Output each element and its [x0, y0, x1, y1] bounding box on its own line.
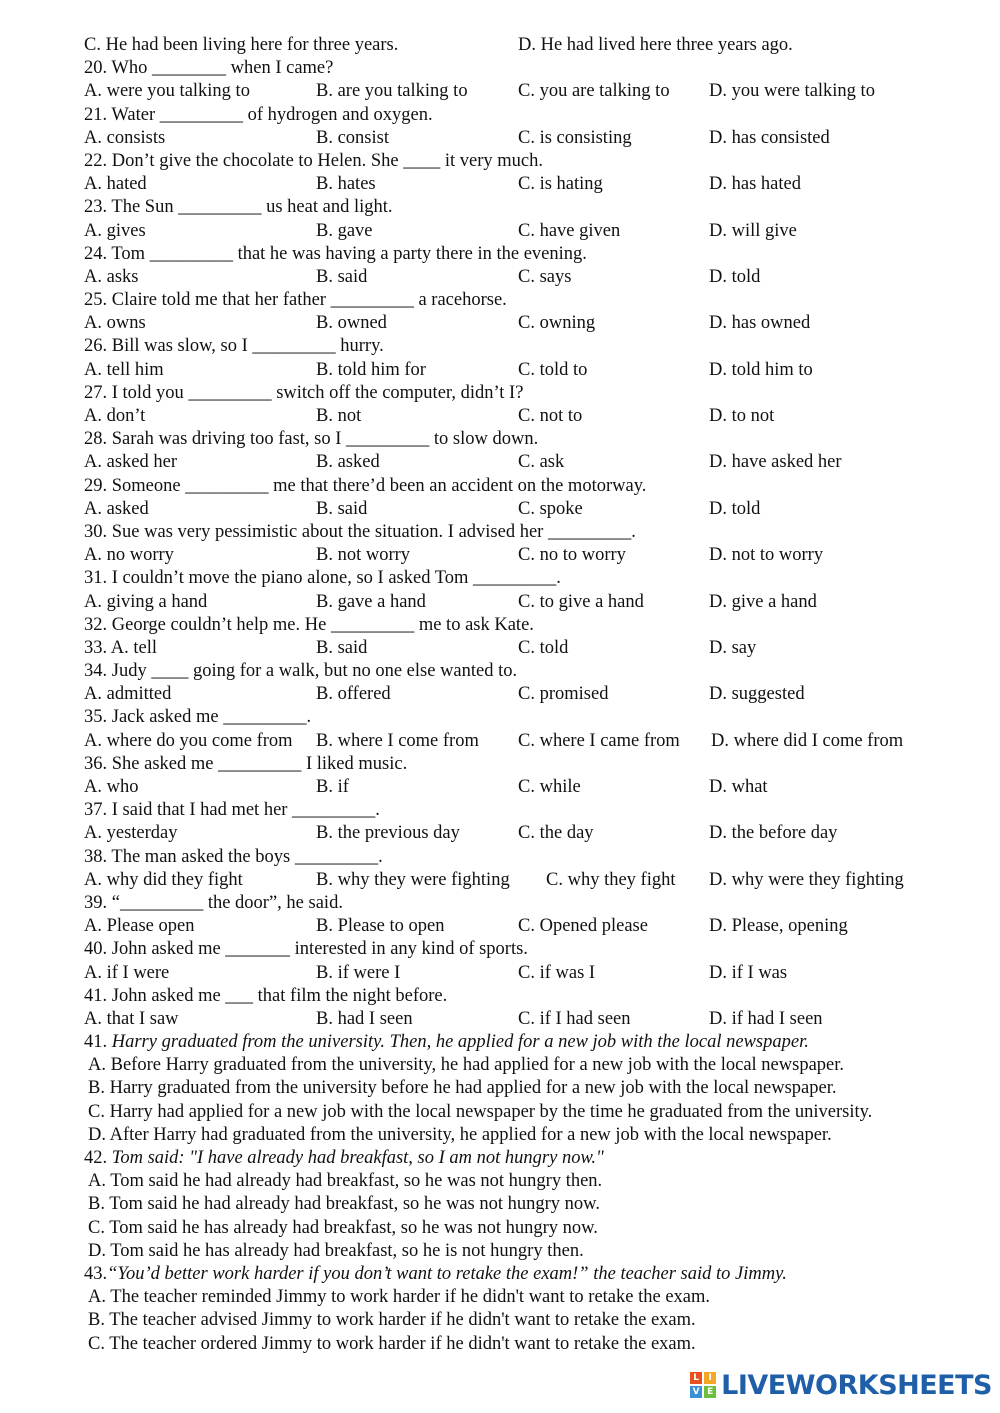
answer-option[interactable]: C. no to worry — [518, 545, 626, 566]
answer-option[interactable]: C. Harry had applied for a new job with the local newspaper by the time he graduated from the university. — [88, 1101, 873, 1122]
transform-option-row — [0, 1333, 1000, 1356]
question-stem: 37. I said that I had met her _________. — [84, 800, 380, 821]
question-stem-row — [0, 289, 1000, 312]
question-stem-row — [0, 382, 1000, 405]
answer-option[interactable]: B. had I seen — [316, 1008, 413, 1029]
question-stem: 30. Sue was very pessimistic about the situation. I advised her _________. — [84, 521, 636, 542]
answer-option[interactable]: D. has consisted — [709, 127, 830, 148]
answer-option[interactable]: B. the previous day — [316, 823, 460, 844]
prompt-text: “You’d better work harder if you don’t want to retake the exam!” the teacher said to Jimmy. — [107, 1263, 787, 1284]
logo-tile: L — [690, 1372, 702, 1384]
answer-option[interactable]: C. promised — [518, 684, 609, 705]
question-stem: 25. Claire told me that her father _________ a racehorse. — [84, 290, 507, 311]
options-row — [0, 173, 1000, 196]
answer-option[interactable]: D. if had I seen — [709, 1008, 823, 1029]
answer-option[interactable]: C. not to — [518, 406, 583, 426]
answer-option[interactable]: B. Harry graduated from the university before he had applied for a new job with the local newspaper. — [88, 1078, 837, 1099]
answer-option[interactable]: A. asked — [84, 498, 149, 519]
options-row — [0, 776, 1000, 799]
question-stem: 32. George couldn’t help me. He _________ me to ask Kate. — [84, 614, 534, 635]
answer-option[interactable]: B. hates — [316, 174, 376, 195]
answer-option[interactable]: A. were you talking to — [84, 81, 250, 102]
transform-option-row — [0, 1101, 1000, 1124]
answer-option[interactable]: C. spoke — [518, 498, 583, 519]
question-stem-row — [0, 846, 1000, 869]
answer-option[interactable]: A. why did they fight — [84, 869, 243, 890]
transform-option-row — [0, 1077, 1000, 1100]
transform-prompt-row — [0, 1031, 1000, 1054]
question-stem: 34. Judy ____ going for a walk, but no one else wanted to. — [84, 661, 518, 682]
question-stem: 38. The man asked the boys _________. — [84, 846, 383, 867]
options-row — [0, 80, 1000, 103]
logo-icon — [690, 1372, 716, 1398]
options-row — [0, 498, 1000, 521]
answer-option[interactable]: A. yesterday — [84, 823, 178, 844]
question-stem: 29. Someone _________ me that there’d been an accident on the motorway. — [84, 475, 647, 496]
answer-option[interactable]: B. gave a hand — [316, 591, 426, 612]
answer-option[interactable]: A. Before Harry graduated from the university, he had applied for a new job with the local newspaper. — [88, 1055, 845, 1076]
question-stem-row — [0, 614, 1000, 637]
question-stem: 31. I couldn’t move the piano alone, so I asked Tom _________. — [84, 568, 561, 589]
question-stem: 24. Tom _________ that he was having a party there in the evening. — [84, 243, 587, 264]
question-stem: 27. I told you _________ switch off the computer, didn’t I? — [84, 382, 524, 403]
answer-option[interactable]: B. why they were fighting — [316, 869, 510, 890]
answer-option[interactable]: D. Tom said he has already had breakfast, so he is not hungry then. — [88, 1240, 584, 1261]
answer-option[interactable]: B. not — [316, 406, 362, 426]
answer-option[interactable]: D. suggested — [709, 684, 805, 705]
transform-prompt — [84, 1263, 787, 1286]
answer-option[interactable]: C. told to — [518, 359, 588, 380]
transform-option-row — [0, 1217, 1000, 1240]
options-row — [0, 359, 1000, 382]
logo-text: LIVEWORKSHEETS — [721, 1369, 992, 1401]
answer-option[interactable]: D. has hated — [709, 174, 801, 195]
answer-option[interactable]: C. if was I — [518, 962, 596, 983]
question-stem-row — [0, 938, 1000, 961]
answer-option[interactable]: A. admitted — [84, 684, 172, 705]
options-row — [0, 34, 1000, 57]
answer-option[interactable]: B. if — [316, 777, 349, 797]
question-stem-row — [0, 57, 1000, 80]
answer-option[interactable]: D. if I was — [709, 962, 788, 983]
answer-option[interactable]: B. said — [316, 266, 368, 287]
answer-option[interactable]: D. why were they fighting — [709, 869, 904, 890]
answer-option[interactable]: C. is hating — [518, 174, 603, 195]
answer-option[interactable]: D. He had lived here three years ago. — [518, 35, 793, 55]
answer-option[interactable]: A. don’t — [84, 406, 146, 426]
question-stem: 39. “_________ the door”, he said. — [84, 892, 343, 913]
question-stem-row — [0, 335, 1000, 358]
answer-option[interactable]: D. give a hand — [709, 591, 817, 612]
answer-option[interactable]: B. owned — [316, 313, 387, 334]
answer-option[interactable]: C. He had been living here for three years. — [84, 35, 399, 55]
options-row — [0, 730, 1000, 753]
question-stem: 20. Who ________ when I came? — [84, 58, 334, 79]
answer-option[interactable]: A. owns — [84, 313, 146, 334]
answer-option[interactable]: C. owning — [518, 313, 596, 334]
answer-option[interactable]: D. Please, opening — [709, 916, 848, 937]
options-row — [0, 312, 1000, 335]
answer-option[interactable]: B. not worry — [316, 545, 411, 566]
answer-option[interactable]: C. Opened please — [518, 916, 648, 937]
question-stem: 21. Water _________ of hydrogen and oxygen. — [84, 104, 433, 125]
question-stem-row — [0, 892, 1000, 915]
question-stem-row — [0, 753, 1000, 776]
answer-option[interactable]: B. said — [316, 637, 368, 658]
options-row — [0, 127, 1000, 150]
answer-option[interactable]: C. why they fight — [546, 869, 676, 890]
options-row — [0, 266, 1000, 289]
answer-option[interactable]: B. are you talking to — [316, 81, 468, 102]
answer-option[interactable]: B. The teacher advised Jimmy to work harder if he didn't want to retake the exam. — [88, 1310, 696, 1331]
answer-option[interactable]: C. says — [518, 266, 572, 287]
options-row — [0, 822, 1000, 845]
answer-option[interactable]: A. who — [84, 777, 139, 797]
answer-option[interactable]: D. will give — [709, 220, 797, 241]
prompt-text: Tom said: "I have already had breakfast, so I am not hungry now." — [111, 1148, 604, 1168]
transform-prompt — [84, 1031, 809, 1054]
question-stem: 35. Jack asked me _________. — [84, 707, 312, 728]
answer-option[interactable]: C. you are talking to — [518, 81, 670, 102]
answer-option[interactable]: A. The teacher reminded Jimmy to work harder if he didn't want to retake the exam. — [88, 1287, 711, 1308]
answer-option[interactable]: B. consist — [316, 127, 389, 148]
logo-tile: V — [690, 1386, 702, 1398]
answer-option[interactable]: D. told him to — [709, 359, 813, 380]
answer-option[interactable]: D. what — [709, 777, 768, 797]
answer-option[interactable]: A. no worry — [84, 545, 174, 566]
question-stem-row — [0, 104, 1000, 127]
answer-option[interactable]: B. Please to open — [316, 916, 445, 937]
answer-option[interactable]: C. told — [518, 637, 569, 658]
transform-prompt — [84, 1147, 604, 1170]
answer-option[interactable]: A. asks — [84, 266, 139, 287]
answer-option[interactable]: A. consists — [84, 127, 166, 148]
answer-option[interactable]: D. have asked her — [709, 452, 842, 473]
options-row — [0, 544, 1000, 567]
question-stem-row — [0, 150, 1000, 173]
options-row — [0, 962, 1000, 985]
answer-option[interactable]: D. you were talking to — [709, 81, 875, 102]
question-stem-row — [0, 799, 1000, 822]
answer-option[interactable]: 33. A. tell — [84, 637, 157, 658]
answer-option[interactable]: C. the day — [518, 823, 594, 844]
answer-option[interactable]: D. the before day — [709, 823, 838, 844]
transform-prompt-row — [0, 1263, 1000, 1286]
question-number: 43. — [84, 1263, 108, 1284]
logo-tile: I — [704, 1372, 716, 1384]
question-stem-row — [0, 428, 1000, 451]
answer-option[interactable]: C. while — [518, 777, 581, 797]
answer-option[interactable]: A. where do you come from — [84, 730, 293, 751]
options-row — [0, 591, 1000, 614]
question-number: 41. — [84, 1032, 112, 1053]
answer-option[interactable]: B. offered — [316, 684, 391, 705]
answer-option[interactable]: D. say — [709, 637, 757, 658]
answer-option[interactable]: B. asked — [316, 452, 380, 473]
question-number: 42. — [84, 1148, 112, 1168]
answer-option[interactable]: D. where did I come from — [711, 730, 904, 751]
transform-option-row — [0, 1054, 1000, 1077]
question-stem: 40. John asked me _______ interested in any kind of sports. — [84, 939, 528, 960]
answer-option[interactable]: B. said — [316, 498, 368, 519]
transform-prompt-row — [0, 1147, 1000, 1170]
answer-option[interactable]: A. giving a hand — [84, 591, 208, 612]
answer-option[interactable]: C. have given — [518, 220, 621, 241]
worksheet-page — [0, 34, 1000, 1356]
answer-option[interactable]: A. Tom said he had already had breakfast, so he was not hungry then. — [88, 1171, 603, 1192]
answer-option[interactable]: A. hated — [84, 174, 147, 195]
answer-option[interactable]: B. told him for — [316, 359, 426, 380]
options-row — [0, 1008, 1000, 1031]
question-stem: 23. The Sun _________ us heat and light. — [84, 197, 393, 218]
question-stem-row — [0, 985, 1000, 1008]
options-row — [0, 869, 1000, 892]
options-row — [0, 915, 1000, 938]
question-stem-row — [0, 706, 1000, 729]
transform-option-row — [0, 1240, 1000, 1263]
answer-option[interactable]: C. is consisting — [518, 127, 632, 148]
question-stem: 28. Sarah was driving too fast, so I _________ to slow down. — [84, 429, 539, 450]
answer-option[interactable]: D. told — [709, 266, 761, 287]
question-stem: 36. She asked me _________ I liked music. — [84, 753, 408, 774]
answer-option[interactable]: A. Please open — [84, 916, 195, 937]
question-stem-row — [0, 567, 1000, 590]
question-stem-row — [0, 521, 1000, 544]
question-stem: 26. Bill was slow, so I _________ hurry. — [84, 336, 384, 357]
question-stem-row — [0, 660, 1000, 683]
transform-option-row — [0, 1124, 1000, 1147]
answer-option[interactable]: C. where I came from — [518, 730, 680, 751]
answer-option[interactable]: D. to not — [709, 406, 775, 426]
answer-option[interactable]: B. Tom said he had already had breakfast, so he was not hungry now. — [88, 1194, 600, 1215]
answer-option[interactable]: D. has owned — [709, 313, 811, 334]
options-row — [0, 683, 1000, 706]
question-stem-row — [0, 196, 1000, 219]
answer-option[interactable]: A. tell him — [84, 359, 164, 380]
answer-option[interactable]: B. where I come from — [316, 730, 479, 751]
question-stem-row — [0, 475, 1000, 498]
question-stem-row — [0, 243, 1000, 266]
liveworksheets-logo — [690, 1367, 992, 1403]
options-row — [0, 220, 1000, 243]
answer-option[interactable]: C. ask — [518, 452, 565, 473]
transform-option-row — [0, 1286, 1000, 1309]
answer-option[interactable]: C. if I had seen — [518, 1008, 631, 1029]
answer-option[interactable]: A. gives — [84, 220, 146, 241]
options-row — [0, 451, 1000, 474]
options-row — [0, 405, 1000, 428]
prompt-text: Harry graduated from the university. Then, he applied for a new job with the local newspaper. — [111, 1032, 809, 1053]
answer-option[interactable]: C. The teacher ordered Jimmy to work harder if he didn't want to retake the exam. — [88, 1333, 696, 1354]
logo-tile: E — [704, 1386, 716, 1398]
options-row — [0, 637, 1000, 660]
answer-option[interactable]: C. Tom said he has already had breakfast, so he was not hungry now. — [88, 1217, 598, 1238]
answer-option[interactable]: A. asked her — [84, 452, 177, 473]
transform-option-row — [0, 1309, 1000, 1332]
transform-option-row — [0, 1193, 1000, 1216]
answer-option[interactable]: A. if I were — [84, 962, 170, 983]
transform-option-row — [0, 1170, 1000, 1193]
answer-option[interactable]: C. to give a hand — [518, 591, 644, 612]
question-stem: 22. Don’t give the chocolate to Helen. She ____ it very much. — [84, 150, 543, 171]
question-stem: 41. John asked me ___ that film the night before. — [84, 985, 448, 1006]
answer-option[interactable]: D. told — [709, 498, 761, 519]
answer-option[interactable]: B. if were I — [316, 962, 401, 983]
answer-option[interactable]: A. that I saw — [84, 1008, 179, 1029]
answer-option[interactable]: D. After Harry had graduated from the university, he applied for a new job with the local newspaper. — [88, 1124, 832, 1145]
answer-option[interactable]: D. not to worry — [709, 545, 824, 566]
answer-option[interactable]: B. gave — [316, 220, 373, 241]
